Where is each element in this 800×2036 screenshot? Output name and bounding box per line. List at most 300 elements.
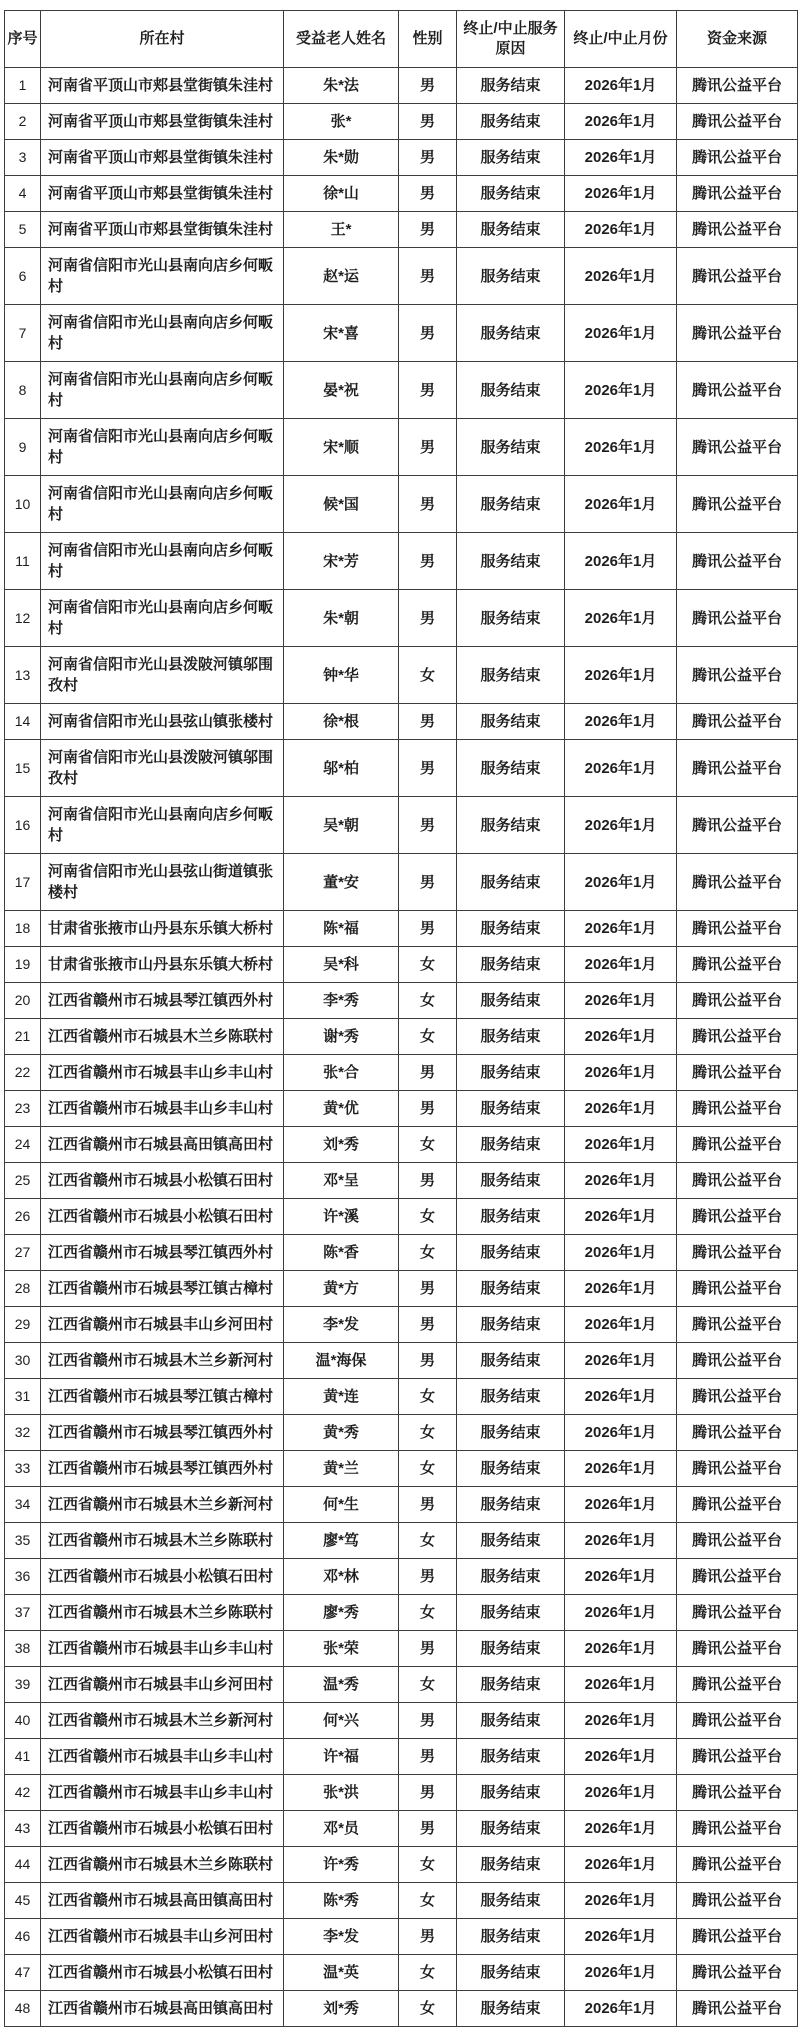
cell-source: 腾讯公益平台 bbox=[677, 1235, 798, 1271]
cell-source: 腾讯公益平台 bbox=[677, 590, 798, 647]
cell-seq: 24 bbox=[5, 1127, 41, 1163]
cell-village: 江西省赣州市石城县琴江镇西外村 bbox=[41, 1235, 284, 1271]
table-row bbox=[5, 1163, 798, 1199]
cell-gender: 女 bbox=[399, 1595, 457, 1631]
cell-village: 江西省赣州市石城县琴江镇古樟村 bbox=[41, 1379, 284, 1415]
cell-month: 2026年1月 bbox=[565, 362, 677, 419]
cell-seq: 26 bbox=[5, 1199, 41, 1235]
cell-month: 2026年1月 bbox=[565, 419, 677, 476]
cell-gender: 男 bbox=[399, 590, 457, 647]
cell-seq: 12 bbox=[5, 590, 41, 647]
cell-reason: 服务结束 bbox=[457, 947, 565, 983]
cell-name: 候*国 bbox=[284, 476, 399, 533]
cell-source: 腾讯公益平台 bbox=[677, 1019, 798, 1055]
cell-month: 2026年1月 bbox=[565, 1055, 677, 1091]
cell-village: 江西省赣州市石城县木兰乡陈联村 bbox=[41, 1019, 284, 1055]
table-row bbox=[5, 248, 798, 305]
cell-reason: 服务结束 bbox=[457, 911, 565, 947]
cell-source: 腾讯公益平台 bbox=[677, 419, 798, 476]
cell-village: 江西省赣州市石城县木兰乡新河村 bbox=[41, 1487, 284, 1523]
cell-source: 腾讯公益平台 bbox=[677, 1667, 798, 1703]
cell-month: 2026年1月 bbox=[565, 1379, 677, 1415]
table-row bbox=[5, 1235, 798, 1271]
table-row bbox=[5, 533, 798, 590]
cell-reason: 服务结束 bbox=[457, 1235, 565, 1271]
table-row bbox=[5, 1127, 798, 1163]
cell-seq: 25 bbox=[5, 1163, 41, 1199]
table-row bbox=[5, 1451, 798, 1487]
cell-seq: 11 bbox=[5, 533, 41, 590]
cell-village: 江西省赣州市石城县琴江镇西外村 bbox=[41, 1451, 284, 1487]
cell-source: 腾讯公益平台 bbox=[677, 1775, 798, 1811]
cell-seq: 14 bbox=[5, 704, 41, 740]
cell-name: 吴*朝 bbox=[284, 797, 399, 854]
cell-name: 徐*山 bbox=[284, 176, 399, 212]
cell-source: 腾讯公益平台 bbox=[677, 1991, 798, 2027]
cell-name: 李*发 bbox=[284, 1307, 399, 1343]
cell-reason: 服务结束 bbox=[457, 854, 565, 911]
cell-source: 腾讯公益平台 bbox=[677, 68, 798, 104]
cell-seq: 45 bbox=[5, 1883, 41, 1919]
cell-reason: 服务结束 bbox=[457, 1559, 565, 1595]
cell-source: 腾讯公益平台 bbox=[677, 911, 798, 947]
cell-gender: 男 bbox=[399, 176, 457, 212]
cell-seq: 4 bbox=[5, 176, 41, 212]
cell-seq: 10 bbox=[5, 476, 41, 533]
cell-month: 2026年1月 bbox=[565, 947, 677, 983]
cell-name: 刘*秀 bbox=[284, 1991, 399, 2027]
cell-source: 腾讯公益平台 bbox=[677, 1379, 798, 1415]
cell-source: 腾讯公益平台 bbox=[677, 704, 798, 740]
cell-gender: 女 bbox=[399, 1199, 457, 1235]
cell-reason: 服务结束 bbox=[457, 1739, 565, 1775]
cell-source: 腾讯公益平台 bbox=[677, 1271, 798, 1307]
table-row bbox=[5, 176, 798, 212]
cell-seq: 43 bbox=[5, 1811, 41, 1847]
table-row bbox=[5, 68, 798, 104]
cell-month: 2026年1月 bbox=[565, 1523, 677, 1559]
cell-name: 黄*兰 bbox=[284, 1451, 399, 1487]
cell-village: 河南省平顶山市郏县堂街镇朱洼村 bbox=[41, 176, 284, 212]
cell-source: 腾讯公益平台 bbox=[677, 248, 798, 305]
cell-seq: 3 bbox=[5, 140, 41, 176]
cell-name: 邓*林 bbox=[284, 1559, 399, 1595]
cell-name: 黄*连 bbox=[284, 1379, 399, 1415]
cell-village: 江西省赣州市石城县高田镇高田村 bbox=[41, 1883, 284, 1919]
cell-source: 腾讯公益平台 bbox=[677, 1127, 798, 1163]
table-row bbox=[5, 419, 798, 476]
cell-reason: 服务结束 bbox=[457, 590, 565, 647]
cell-name: 邬*柏 bbox=[284, 740, 399, 797]
table-row bbox=[5, 740, 798, 797]
header-source: 资金来源 bbox=[677, 11, 798, 68]
cell-reason: 服务结束 bbox=[457, 1415, 565, 1451]
cell-reason: 服务结束 bbox=[457, 104, 565, 140]
cell-reason: 服务结束 bbox=[457, 797, 565, 854]
cell-reason: 服务结束 bbox=[457, 212, 565, 248]
cell-source: 腾讯公益平台 bbox=[677, 1847, 798, 1883]
cell-month: 2026年1月 bbox=[565, 1127, 677, 1163]
table-row bbox=[5, 647, 798, 704]
cell-village: 江西省赣州市石城县高田镇高田村 bbox=[41, 1991, 284, 2027]
cell-reason: 服务结束 bbox=[457, 1451, 565, 1487]
cell-village: 河南省信阳市光山县南向店乡何畈村 bbox=[41, 590, 284, 647]
cell-seq: 7 bbox=[5, 305, 41, 362]
cell-source: 腾讯公益平台 bbox=[677, 176, 798, 212]
cell-reason: 服务结束 bbox=[457, 647, 565, 704]
cell-seq: 29 bbox=[5, 1307, 41, 1343]
cell-name: 宋*芳 bbox=[284, 533, 399, 590]
table-row bbox=[5, 1523, 798, 1559]
cell-gender: 男 bbox=[399, 704, 457, 740]
table-row bbox=[5, 1703, 798, 1739]
cell-gender: 男 bbox=[399, 104, 457, 140]
cell-gender: 男 bbox=[399, 854, 457, 911]
cell-name: 黄*优 bbox=[284, 1091, 399, 1127]
cell-reason: 服务结束 bbox=[457, 419, 565, 476]
cell-month: 2026年1月 bbox=[565, 533, 677, 590]
cell-month: 2026年1月 bbox=[565, 248, 677, 305]
cell-village: 江西省赣州市石城县丰山乡河田村 bbox=[41, 1667, 284, 1703]
cell-name: 廖*笃 bbox=[284, 1523, 399, 1559]
cell-source: 腾讯公益平台 bbox=[677, 947, 798, 983]
cell-village: 江西省赣州市石城县丰山乡丰山村 bbox=[41, 1775, 284, 1811]
cell-source: 腾讯公益平台 bbox=[677, 797, 798, 854]
table-row bbox=[5, 476, 798, 533]
cell-reason: 服务结束 bbox=[457, 983, 565, 1019]
cell-name: 温*秀 bbox=[284, 1667, 399, 1703]
cell-reason: 服务结束 bbox=[457, 476, 565, 533]
cell-reason: 服务结束 bbox=[457, 1199, 565, 1235]
cell-seq: 30 bbox=[5, 1343, 41, 1379]
cell-reason: 服务结束 bbox=[457, 1271, 565, 1307]
table-row bbox=[5, 1811, 798, 1847]
cell-name: 朱*法 bbox=[284, 68, 399, 104]
beneficiary-table bbox=[4, 10, 798, 2027]
cell-seq: 34 bbox=[5, 1487, 41, 1523]
cell-name: 黄*方 bbox=[284, 1271, 399, 1307]
cell-name: 许*秀 bbox=[284, 1847, 399, 1883]
cell-name: 黄*秀 bbox=[284, 1415, 399, 1451]
cell-month: 2026年1月 bbox=[565, 1955, 677, 1991]
cell-gender: 男 bbox=[399, 1631, 457, 1667]
cell-name: 宋*喜 bbox=[284, 305, 399, 362]
cell-seq: 2 bbox=[5, 104, 41, 140]
cell-seq: 41 bbox=[5, 1739, 41, 1775]
cell-name: 宋*顺 bbox=[284, 419, 399, 476]
cell-seq: 1 bbox=[5, 68, 41, 104]
table-row bbox=[5, 212, 798, 248]
cell-month: 2026年1月 bbox=[565, 1559, 677, 1595]
table-row bbox=[5, 140, 798, 176]
cell-gender: 男 bbox=[399, 1163, 457, 1199]
cell-gender: 女 bbox=[399, 947, 457, 983]
cell-reason: 服务结束 bbox=[457, 248, 565, 305]
cell-reason: 服务结束 bbox=[457, 533, 565, 590]
cell-seq: 16 bbox=[5, 797, 41, 854]
cell-source: 腾讯公益平台 bbox=[677, 1595, 798, 1631]
cell-source: 腾讯公益平台 bbox=[677, 983, 798, 1019]
cell-gender: 女 bbox=[399, 1991, 457, 2027]
table-row bbox=[5, 1199, 798, 1235]
cell-village: 河南省信阳市光山县南向店乡何畈村 bbox=[41, 248, 284, 305]
table-row bbox=[5, 1559, 798, 1595]
cell-seq: 40 bbox=[5, 1703, 41, 1739]
header-row bbox=[5, 11, 798, 68]
cell-reason: 服务结束 bbox=[457, 1811, 565, 1847]
cell-gender: 男 bbox=[399, 1055, 457, 1091]
cell-gender: 男 bbox=[399, 797, 457, 854]
cell-month: 2026年1月 bbox=[565, 1415, 677, 1451]
cell-name: 李*秀 bbox=[284, 983, 399, 1019]
cell-seq: 38 bbox=[5, 1631, 41, 1667]
cell-village: 江西省赣州市石城县小松镇石田村 bbox=[41, 1559, 284, 1595]
cell-gender: 男 bbox=[399, 1811, 457, 1847]
cell-month: 2026年1月 bbox=[565, 1451, 677, 1487]
table-row bbox=[5, 983, 798, 1019]
cell-name: 温*海保 bbox=[284, 1343, 399, 1379]
cell-seq: 28 bbox=[5, 1271, 41, 1307]
cell-month: 2026年1月 bbox=[565, 1163, 677, 1199]
table-row bbox=[5, 1775, 798, 1811]
cell-month: 2026年1月 bbox=[565, 1235, 677, 1271]
table-row bbox=[5, 1955, 798, 1991]
cell-name: 许*福 bbox=[284, 1739, 399, 1775]
cell-month: 2026年1月 bbox=[565, 704, 677, 740]
cell-gender: 女 bbox=[399, 1883, 457, 1919]
cell-village: 江西省赣州市石城县小松镇石田村 bbox=[41, 1199, 284, 1235]
cell-reason: 服务结束 bbox=[457, 1955, 565, 1991]
cell-source: 腾讯公益平台 bbox=[677, 1631, 798, 1667]
table-row bbox=[5, 1343, 798, 1379]
cell-source: 腾讯公益平台 bbox=[677, 1919, 798, 1955]
table-row bbox=[5, 854, 798, 911]
table-row bbox=[5, 1919, 798, 1955]
cell-gender: 男 bbox=[399, 248, 457, 305]
cell-gender: 男 bbox=[399, 911, 457, 947]
cell-name: 张*合 bbox=[284, 1055, 399, 1091]
cell-source: 腾讯公益平台 bbox=[677, 1307, 798, 1343]
cell-source: 腾讯公益平台 bbox=[677, 1343, 798, 1379]
cell-month: 2026年1月 bbox=[565, 1991, 677, 2027]
cell-seq: 35 bbox=[5, 1523, 41, 1559]
cell-seq: 39 bbox=[5, 1667, 41, 1703]
cell-name: 邓*呈 bbox=[284, 1163, 399, 1199]
cell-gender: 男 bbox=[399, 533, 457, 590]
cell-village: 江西省赣州市石城县丰山乡丰山村 bbox=[41, 1091, 284, 1127]
cell-gender: 男 bbox=[399, 740, 457, 797]
cell-month: 2026年1月 bbox=[565, 1019, 677, 1055]
cell-name: 吴*科 bbox=[284, 947, 399, 983]
cell-gender: 男 bbox=[399, 1739, 457, 1775]
cell-name: 何*生 bbox=[284, 1487, 399, 1523]
cell-seq: 6 bbox=[5, 248, 41, 305]
cell-village: 江西省赣州市石城县小松镇石田村 bbox=[41, 1955, 284, 1991]
cell-month: 2026年1月 bbox=[565, 1775, 677, 1811]
cell-village: 江西省赣州市石城县丰山乡丰山村 bbox=[41, 1055, 284, 1091]
cell-month: 2026年1月 bbox=[565, 911, 677, 947]
cell-month: 2026年1月 bbox=[565, 1739, 677, 1775]
cell-village: 河南省平顶山市郏县堂街镇朱洼村 bbox=[41, 212, 284, 248]
cell-month: 2026年1月 bbox=[565, 68, 677, 104]
cell-seq: 42 bbox=[5, 1775, 41, 1811]
cell-seq: 15 bbox=[5, 740, 41, 797]
cell-village: 河南省信阳市光山县南向店乡何畈村 bbox=[41, 797, 284, 854]
cell-village: 河南省信阳市光山县南向店乡何畈村 bbox=[41, 533, 284, 590]
cell-month: 2026年1月 bbox=[565, 1307, 677, 1343]
cell-village: 江西省赣州市石城县丰山乡河田村 bbox=[41, 1919, 284, 1955]
cell-gender: 男 bbox=[399, 1919, 457, 1955]
cell-village: 江西省赣州市石城县小松镇石田村 bbox=[41, 1811, 284, 1847]
cell-gender: 女 bbox=[399, 1127, 457, 1163]
cell-gender: 女 bbox=[399, 1667, 457, 1703]
cell-reason: 服务结束 bbox=[457, 704, 565, 740]
cell-gender: 男 bbox=[399, 419, 457, 476]
cell-gender: 男 bbox=[399, 1559, 457, 1595]
cell-source: 腾讯公益平台 bbox=[677, 1883, 798, 1919]
cell-month: 2026年1月 bbox=[565, 1343, 677, 1379]
cell-name: 陈*秀 bbox=[284, 1883, 399, 1919]
cell-village: 江西省赣州市石城县木兰乡新河村 bbox=[41, 1343, 284, 1379]
cell-village: 江西省赣州市石城县琴江镇西外村 bbox=[41, 1415, 284, 1451]
cell-name: 陈*福 bbox=[284, 911, 399, 947]
cell-name: 王* bbox=[284, 212, 399, 248]
cell-seq: 44 bbox=[5, 1847, 41, 1883]
cell-village: 河南省信阳市光山县南向店乡何畈村 bbox=[41, 419, 284, 476]
cell-month: 2026年1月 bbox=[565, 104, 677, 140]
cell-name: 朱*勋 bbox=[284, 140, 399, 176]
cell-name: 徐*根 bbox=[284, 704, 399, 740]
cell-reason: 服务结束 bbox=[457, 1307, 565, 1343]
cell-name: 张*荣 bbox=[284, 1631, 399, 1667]
cell-village: 河南省信阳市光山县泼陂河镇邬围孜村 bbox=[41, 647, 284, 704]
cell-source: 腾讯公益平台 bbox=[677, 1523, 798, 1559]
cell-seq: 13 bbox=[5, 647, 41, 704]
cell-gender: 男 bbox=[399, 1487, 457, 1523]
cell-seq: 19 bbox=[5, 947, 41, 983]
table-row bbox=[5, 1847, 798, 1883]
cell-name: 何*兴 bbox=[284, 1703, 399, 1739]
cell-seq: 23 bbox=[5, 1091, 41, 1127]
cell-name: 谢*秀 bbox=[284, 1019, 399, 1055]
cell-gender: 男 bbox=[399, 1703, 457, 1739]
header-seq: 序号 bbox=[5, 11, 41, 68]
cell-name: 朱*朝 bbox=[284, 590, 399, 647]
cell-month: 2026年1月 bbox=[565, 854, 677, 911]
cell-month: 2026年1月 bbox=[565, 1091, 677, 1127]
table-row bbox=[5, 1487, 798, 1523]
cell-village: 河南省信阳市光山县南向店乡何畈村 bbox=[41, 362, 284, 419]
cell-reason: 服务结束 bbox=[457, 1055, 565, 1091]
cell-seq: 27 bbox=[5, 1235, 41, 1271]
cell-name: 赵*运 bbox=[284, 248, 399, 305]
cell-seq: 20 bbox=[5, 983, 41, 1019]
cell-village: 江西省赣州市石城县丰山乡丰山村 bbox=[41, 1739, 284, 1775]
table-row bbox=[5, 1271, 798, 1307]
header-name: 受益老人姓名 bbox=[284, 11, 399, 68]
cell-village: 江西省赣州市石城县木兰乡陈联村 bbox=[41, 1847, 284, 1883]
cell-gender: 女 bbox=[399, 647, 457, 704]
cell-month: 2026年1月 bbox=[565, 983, 677, 1019]
cell-village: 河南省平顶山市郏县堂街镇朱洼村 bbox=[41, 104, 284, 140]
table-row bbox=[5, 1595, 798, 1631]
cell-reason: 服务结束 bbox=[457, 140, 565, 176]
cell-name: 许*溪 bbox=[284, 1199, 399, 1235]
cell-reason: 服务结束 bbox=[457, 1379, 565, 1415]
header-month: 终止/中止月份 bbox=[565, 11, 677, 68]
cell-seq: 31 bbox=[5, 1379, 41, 1415]
cell-source: 腾讯公益平台 bbox=[677, 1451, 798, 1487]
cell-gender: 女 bbox=[399, 1415, 457, 1451]
cell-gender: 男 bbox=[399, 1307, 457, 1343]
cell-source: 腾讯公益平台 bbox=[677, 476, 798, 533]
cell-source: 腾讯公益平台 bbox=[677, 305, 798, 362]
table-row bbox=[5, 911, 798, 947]
cell-name: 晏*祝 bbox=[284, 362, 399, 419]
table-row bbox=[5, 305, 798, 362]
cell-seq: 8 bbox=[5, 362, 41, 419]
table-row bbox=[5, 1091, 798, 1127]
cell-source: 腾讯公益平台 bbox=[677, 1955, 798, 1991]
cell-village: 江西省赣州市石城县高田镇高田村 bbox=[41, 1127, 284, 1163]
cell-month: 2026年1月 bbox=[565, 1631, 677, 1667]
cell-month: 2026年1月 bbox=[565, 1883, 677, 1919]
cell-name: 刘*秀 bbox=[284, 1127, 399, 1163]
cell-reason: 服务结束 bbox=[457, 1163, 565, 1199]
cell-seq: 22 bbox=[5, 1055, 41, 1091]
cell-month: 2026年1月 bbox=[565, 740, 677, 797]
cell-name: 陈*香 bbox=[284, 1235, 399, 1271]
header-village: 所在村 bbox=[41, 11, 284, 68]
cell-reason: 服务结束 bbox=[457, 740, 565, 797]
cell-reason: 服务结束 bbox=[457, 1343, 565, 1379]
table-row bbox=[5, 704, 798, 740]
cell-village: 河南省信阳市光山县弦山镇张楼村 bbox=[41, 704, 284, 740]
cell-village: 甘肃省张掖市山丹县东乐镇大桥村 bbox=[41, 947, 284, 983]
cell-village: 江西省赣州市石城县琴江镇西外村 bbox=[41, 983, 284, 1019]
cell-reason: 服务结束 bbox=[457, 1775, 565, 1811]
cell-reason: 服务结束 bbox=[457, 1487, 565, 1523]
cell-reason: 服务结束 bbox=[457, 1991, 565, 2027]
cell-month: 2026年1月 bbox=[565, 1703, 677, 1739]
cell-village: 江西省赣州市石城县丰山乡河田村 bbox=[41, 1307, 284, 1343]
cell-month: 2026年1月 bbox=[565, 1667, 677, 1703]
cell-gender: 男 bbox=[399, 476, 457, 533]
cell-reason: 服务结束 bbox=[457, 305, 565, 362]
cell-seq: 46 bbox=[5, 1919, 41, 1955]
cell-source: 腾讯公益平台 bbox=[677, 1091, 798, 1127]
cell-reason: 服务结束 bbox=[457, 1919, 565, 1955]
cell-source: 腾讯公益平台 bbox=[677, 1811, 798, 1847]
cell-gender: 男 bbox=[399, 1271, 457, 1307]
cell-seq: 18 bbox=[5, 911, 41, 947]
cell-reason: 服务结束 bbox=[457, 1523, 565, 1559]
cell-month: 2026年1月 bbox=[565, 1811, 677, 1847]
cell-reason: 服务结束 bbox=[457, 1091, 565, 1127]
cell-name: 董*安 bbox=[284, 854, 399, 911]
cell-month: 2026年1月 bbox=[565, 140, 677, 176]
table-row bbox=[5, 590, 798, 647]
cell-village: 河南省平顶山市郏县堂街镇朱洼村 bbox=[41, 68, 284, 104]
cell-source: 腾讯公益平台 bbox=[677, 1487, 798, 1523]
cell-gender: 女 bbox=[399, 1451, 457, 1487]
cell-village: 河南省信阳市光山县泼陂河镇邬围孜村 bbox=[41, 740, 284, 797]
cell-month: 2026年1月 bbox=[565, 647, 677, 704]
table-row bbox=[5, 947, 798, 983]
cell-month: 2026年1月 bbox=[565, 212, 677, 248]
cell-source: 腾讯公益平台 bbox=[677, 212, 798, 248]
cell-gender: 男 bbox=[399, 1091, 457, 1127]
